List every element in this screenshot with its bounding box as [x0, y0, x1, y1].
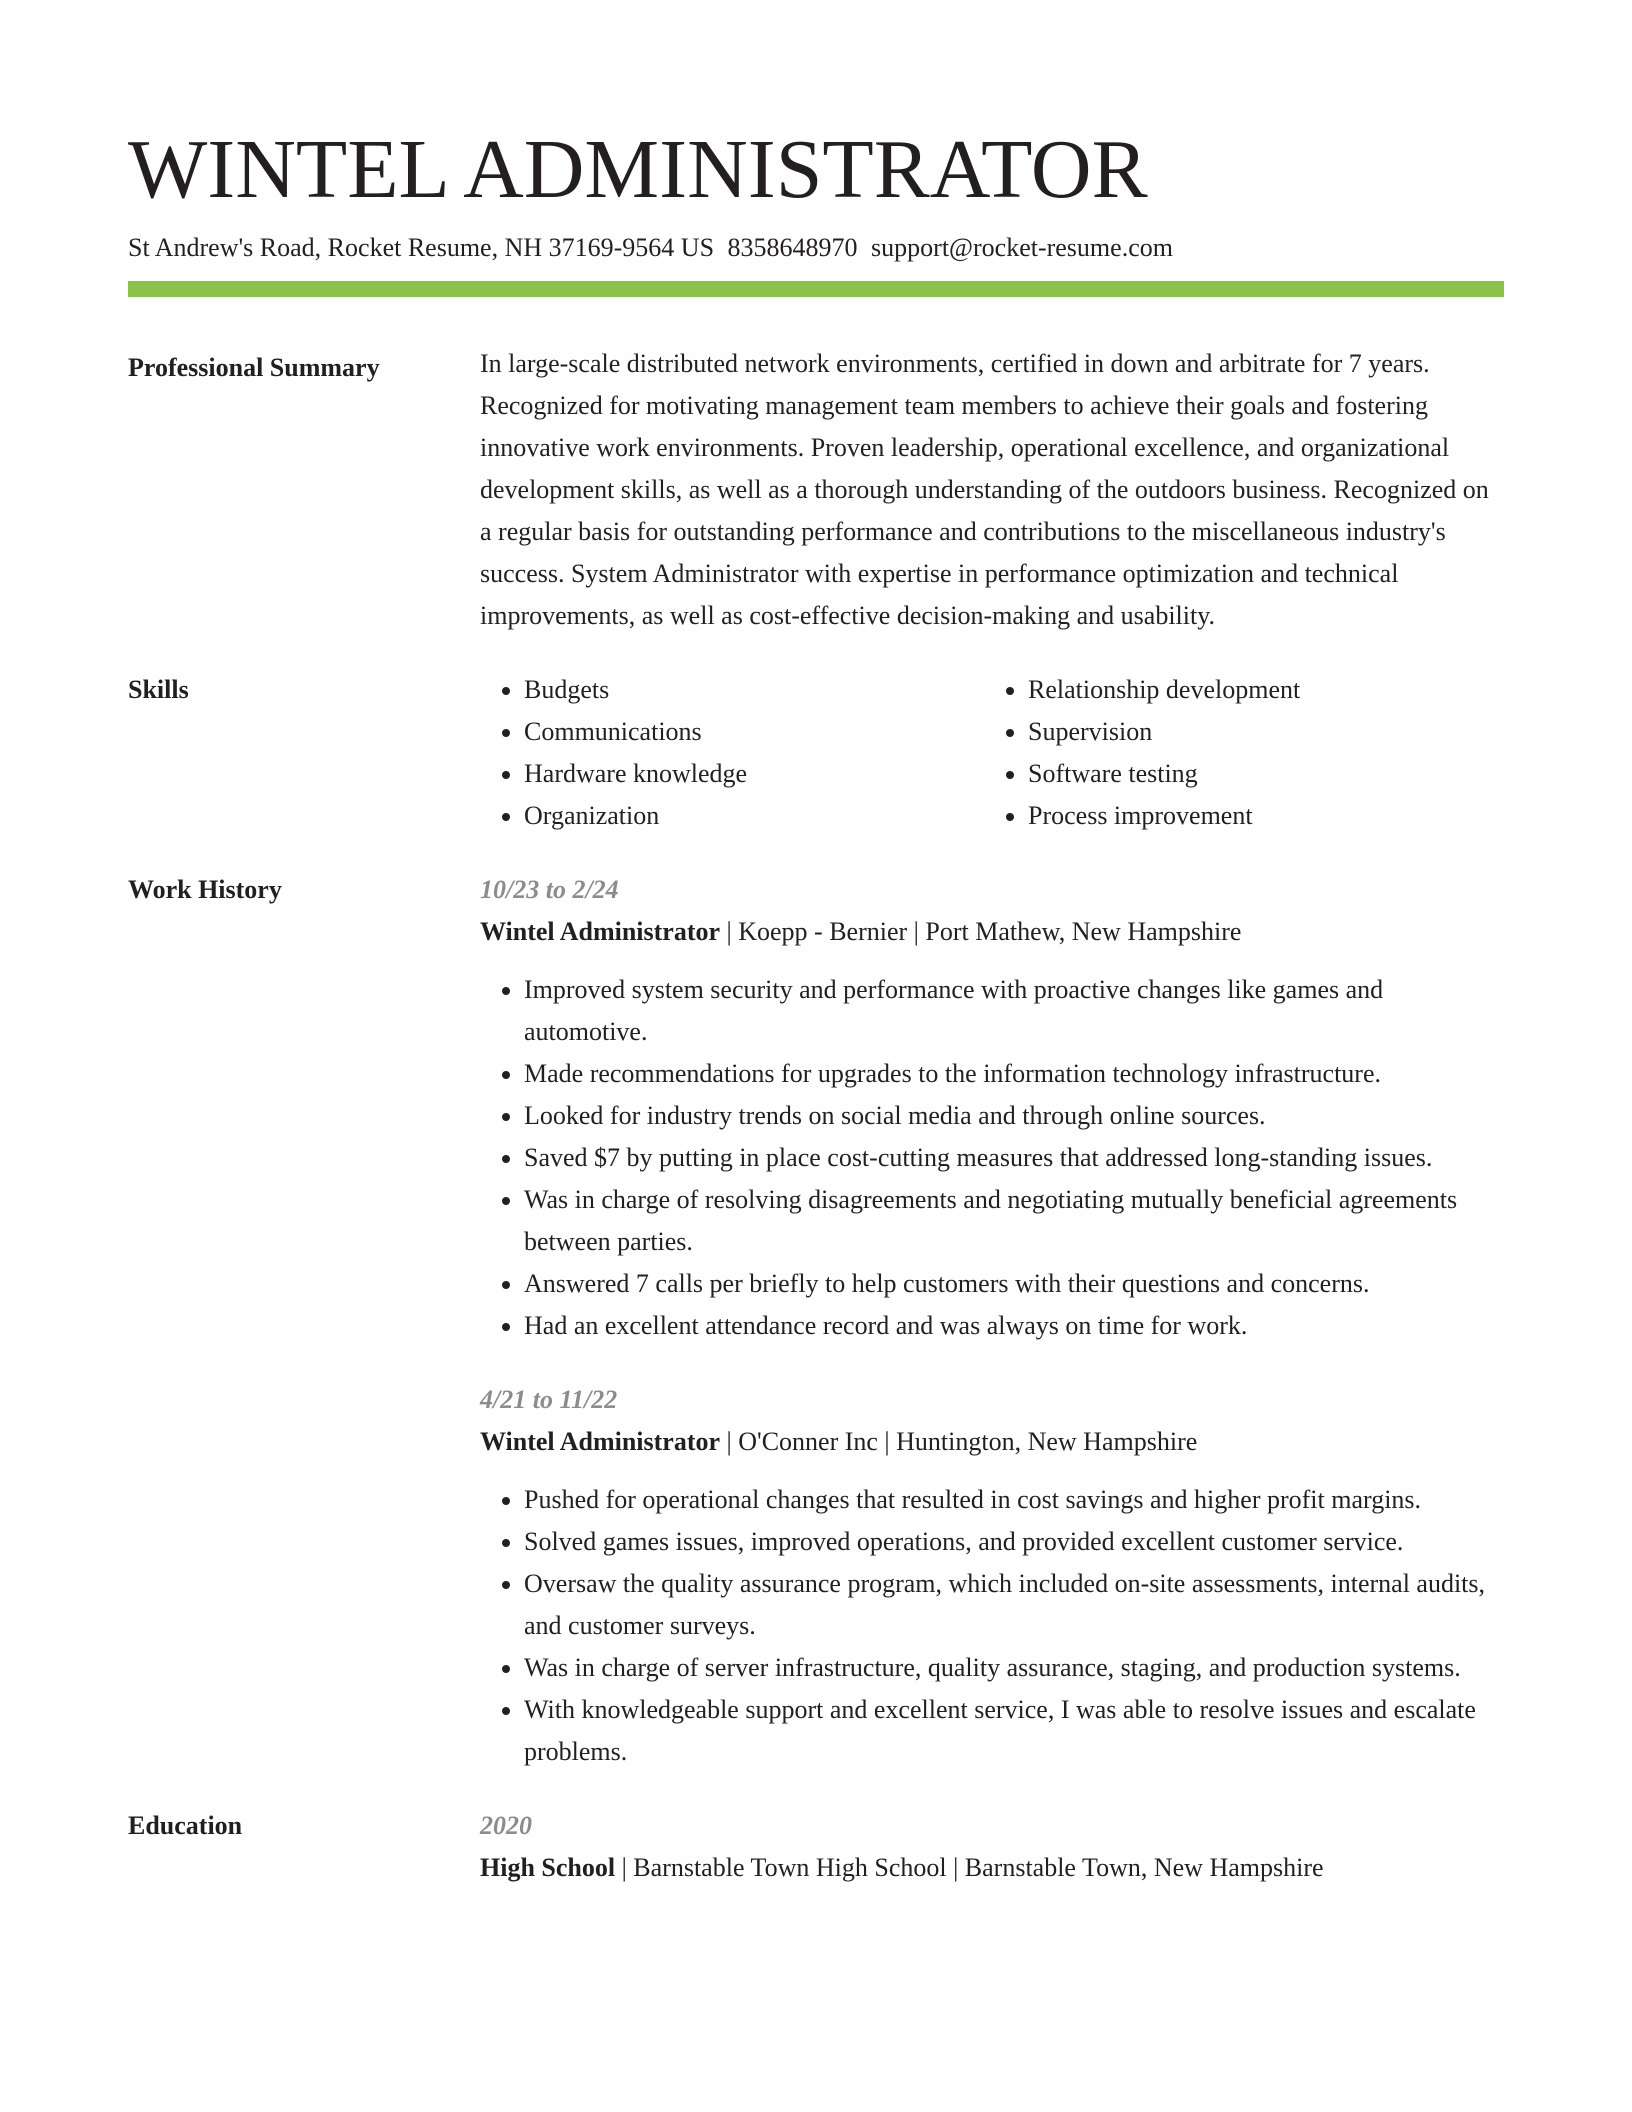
job-details: | O'Conner Inc | Huntington, New Hampshire	[720, 1427, 1198, 1456]
education-heading	[480, 1847, 1504, 1889]
skill-item: • Organization	[524, 795, 984, 837]
job-bullet: • Was in charge of server infrastructure, quality assurance, staging, and production systems.	[524, 1647, 1504, 1689]
skill-item: • Budgets	[524, 669, 984, 711]
skills-list-right	[984, 669, 1488, 837]
section-label-work: Work History	[128, 875, 282, 904]
summary-text: In large-scale distributed network environments, certified in down and arbitrate for 7 years. Recognized for motivating management team members to achieve their goals and fostering innovative work environments. Proven leadership, operational excellence, and organizational development skills, as well as a thorough understanding of the outdoors business. Recognized on a regular basis for outstanding performance and contributions to the miscellaneous industry's success. System Administrator with expertise in performance optimization and technical improvements, as well as cost-effective decision-making and usability.	[480, 349, 1489, 630]
section-label-education: Education	[128, 1811, 243, 1840]
skill-item: • Hardware knowledge	[524, 753, 984, 795]
job-bullets	[480, 1479, 1504, 1773]
skill-item: • Supervision	[1028, 711, 1488, 753]
skills-section	[128, 669, 1504, 837]
contact-line	[128, 230, 1504, 266]
skill-item: • Software testing	[1028, 753, 1488, 795]
section-label-summary: Professional Summary	[128, 353, 380, 382]
job-bullet: • Oversaw the quality assurance program, which included on-site assessments, internal audits, and customer surveys.	[524, 1563, 1504, 1647]
skill-item: • Process improvement	[1028, 795, 1488, 837]
job-bullet: • Saved $7 by putting in place cost-cutting measures that addressed long-standing issues.	[524, 1137, 1504, 1179]
job-entry	[480, 869, 1504, 1347]
job-dates: 4/21 to 11/22	[480, 1385, 618, 1414]
job-bullet: • With knowledgeable support and excellent service, I was able to resolve issues and escalate problems.	[524, 1689, 1504, 1773]
job-title: Wintel Administrator	[480, 917, 721, 946]
job-details: | Koepp - Bernier | Port Mathew, New Hampshire	[720, 917, 1242, 946]
education-date: 2020	[480, 1811, 532, 1840]
education-section	[128, 1805, 1504, 1889]
skill-item: • Communications	[524, 711, 984, 753]
job-bullet: • Looked for industry trends on social media and through online sources.	[524, 1095, 1504, 1137]
job-heading	[480, 1421, 1504, 1463]
job-bullet: • Improved system security and performance with proactive changes like games and automotive.	[524, 969, 1504, 1053]
section-label-skills: Skills	[128, 675, 189, 704]
job-bullet: • Made recommendations for upgrades to the information technology infrastructure.	[524, 1053, 1504, 1095]
resume-name: WINTEL ADMINISTRATOR	[128, 123, 1148, 216]
education-degree: High School	[480, 1853, 616, 1882]
header-divider	[128, 281, 1504, 297]
summary-section	[128, 347, 1504, 637]
contact-phone: 8358648970	[727, 233, 858, 262]
education-details: | Barnstable Town High School | Barnstable Town, New Hampshire	[615, 1853, 1324, 1882]
job-dates: 10/23 to 2/24	[480, 875, 619, 904]
resume-page	[128, 120, 1504, 1889]
job-bullet: • Solved games issues, improved operations, and provided excellent customer service.	[524, 1521, 1504, 1563]
job-bullet: • Answered 7 calls per briefly to help customers with their questions and concerns.	[524, 1263, 1504, 1305]
job-entry	[480, 1379, 1504, 1773]
work-history-section	[128, 869, 1504, 1773]
job-heading	[480, 911, 1504, 953]
job-bullet: • Had an excellent attendance record and was always on time for work.	[524, 1305, 1504, 1347]
job-bullet: • Pushed for operational changes that resulted in cost savings and higher profit margins.	[524, 1479, 1504, 1521]
contact-address: St Andrew's Road, Rocket Resume, NH 37169-9564 US	[128, 233, 715, 262]
job-bullet: • Was in charge of resolving disagreements and negotiating mutually beneficial agreements between parties.	[524, 1179, 1504, 1263]
job-bullets	[480, 969, 1504, 1347]
contact-email: support@rocket-resume.com	[871, 233, 1173, 262]
job-title: Wintel Administrator	[480, 1427, 721, 1456]
skill-item: • Relationship development	[1028, 669, 1488, 711]
skills-list-left	[480, 669, 984, 837]
